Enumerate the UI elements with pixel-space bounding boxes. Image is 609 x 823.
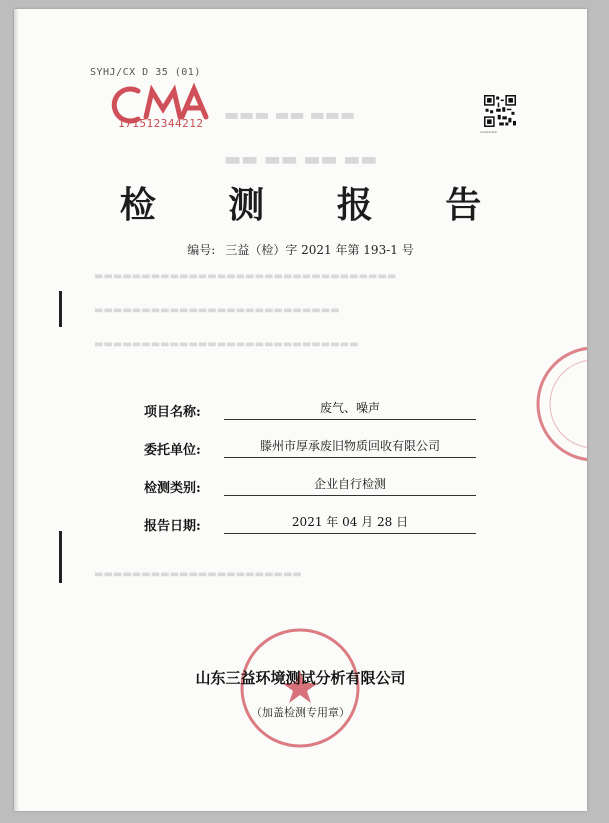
- field-label: 项目名称:: [144, 405, 201, 420]
- bleed-through-text: ▬▬▬▬▬▬▬▬▬▬▬▬▬▬▬▬▬▬▬▬▬▬▬▬▬▬▬▬▬▬▬▬: [94, 271, 397, 282]
- field-label: 委托单位:: [144, 443, 201, 458]
- seal-note: （加盖检测专用章）: [251, 706, 350, 719]
- edge-seal-icon: [534, 339, 587, 469]
- field-row-project-name: [144, 399, 504, 437]
- bleed-through-text: ▬▬▬▬▬▬▬▬▬▬▬▬▬▬▬▬▬▬▬▬▬▬▬▬▬▬: [94, 305, 340, 316]
- field-value: 废气、噪声: [224, 399, 476, 420]
- binder-mark: [59, 291, 62, 327]
- official-seal-icon: [235, 623, 365, 753]
- field-value: 滕州市厚承废旧物质回收有限公司: [224, 437, 476, 458]
- cma-number: 171512344212: [118, 117, 204, 130]
- binder-mark: [59, 531, 62, 583]
- report-info-fields: [144, 399, 504, 551]
- field-label: 报告日期:: [144, 519, 201, 534]
- field-label: 检测类别:: [144, 481, 201, 496]
- field-value: 企业自行检测: [224, 475, 476, 496]
- document-code: SYHJ/CX D 35 (01): [90, 67, 201, 78]
- field-row-report-date: [144, 513, 504, 551]
- report-number-label: 编号:: [187, 243, 216, 257]
- bleed-through-text: ▬▬▬▬▬▬▬▬▬▬▬▬▬▬▬▬▬▬▬▬▬▬: [94, 569, 302, 580]
- field-row-client: [144, 437, 504, 475]
- report-number: [14, 241, 587, 258]
- company-name: 山东三益环境测试分析有限公司: [195, 669, 406, 687]
- bleed-through-text: ▬▬▬▬▬▬▬▬▬▬▬▬▬▬▬▬▬▬▬▬▬▬▬▬▬▬▬▬: [94, 339, 359, 350]
- bleed-through-text: ▬▬ ▬▬ ▬▬ ▬▬: [224, 149, 378, 170]
- bleed-through-text: ▬▬▬ ▬▬ ▬▬▬: [224, 105, 356, 124]
- report-number-value: 三益（检）字 2021 年第 193-1 号: [225, 243, 414, 257]
- qr-code-icon: [484, 95, 516, 127]
- report-title: 检 测 报 告: [119, 184, 512, 226]
- report-cover-page: [14, 9, 587, 811]
- page-edge-shadow: [14, 9, 19, 811]
- field-row-test-type: [144, 475, 504, 513]
- qr-caption: ▬▬▬▬▬▬: [480, 130, 498, 134]
- field-value: 2021 年 04 月 28 日: [224, 513, 476, 534]
